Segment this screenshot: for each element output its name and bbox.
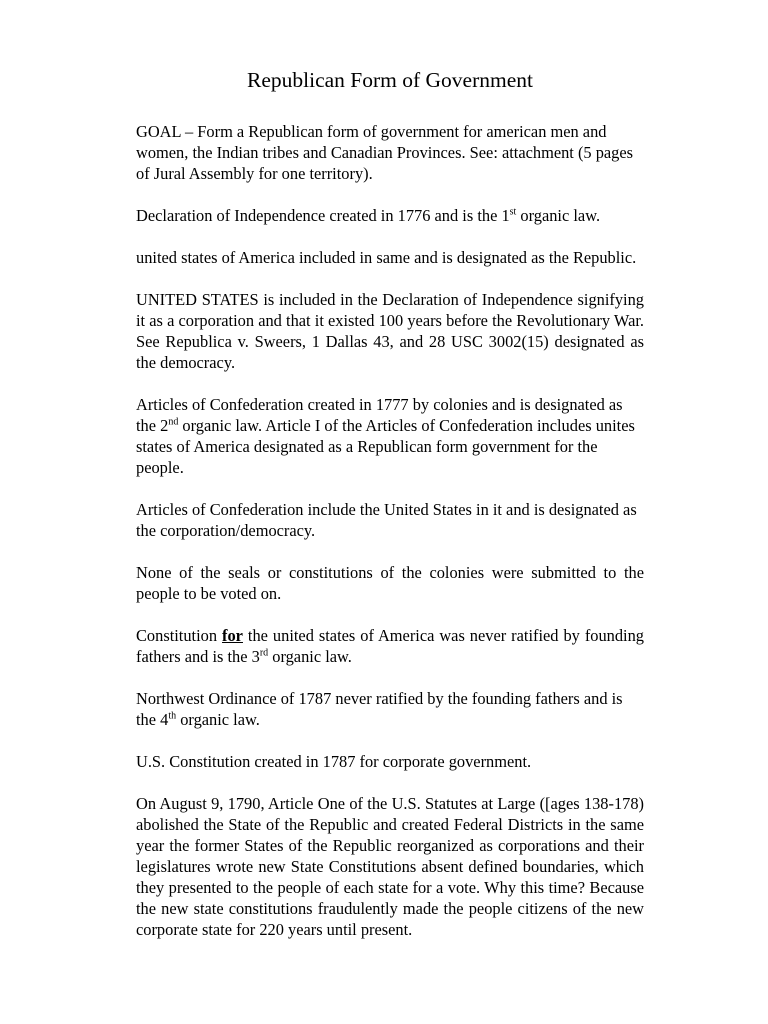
paragraph-text: Constitution	[136, 626, 223, 645]
paragraph-text: Declaration of Independence created in 1776 and is the 1	[136, 206, 510, 225]
ordinal-suffix: st	[509, 206, 517, 218]
paragraph-seals: None of the seals or constitutions of the colonies were submitted to the people to be voted on.	[136, 563, 644, 603]
paragraph-articles-1777	[136, 394, 644, 478]
paragraph-text: the united states of America was never ratified by founding fathers and is the 3	[136, 626, 645, 666]
ordinal-suffix: th	[168, 710, 177, 722]
paragraph-text: Articles of Confederation created in 1777 by colonies and is designated as the 2	[136, 395, 623, 435]
paragraph-text: Northwest Ordinance of 1787 never ratified by the founding fathers and is the 4	[136, 689, 623, 729]
paragraph-declaration	[136, 205, 644, 226]
paragraph-text: organic law.	[516, 206, 601, 225]
paragraph-constitution-for	[136, 625, 644, 667]
paragraph-us-constitution: U.S. Constitution created in 1787 for corporate government.	[136, 752, 532, 771]
paragraph-united-states: UNITED STATES is included in the Declaration of Independence signifying it as a corporation and that it existed 100 years before the Revolutionary War. See Republica v. Sweers, 1 Dallas 43, and 28 USC 3002(15) designated as the democracy.	[136, 290, 644, 372]
emphasized-word: for	[222, 626, 243, 645]
document-page	[136, 66, 644, 961]
paragraph-goal: GOAL – Form a Republican form of government for american men and women, the Indian tribes and Canadian Provinces. See: attachment (5 pages of Jural Assembly for one territory).	[136, 122, 634, 183]
ordinal-suffix: rd	[259, 647, 269, 659]
paragraph-august-1790: On August 9, 1790, Article One of the U.S. Statutes at Large ([ages 138-178) abolished the State of the Republic and created Federal Districts in the same year the former States of the Republic reorganized as corporations and their legislatures wrote new State Constitutions absent defined boundaries, which they presented to the people of each state for a vote. Why this time? Because the new state constitutions fraudulently made the people citizens of the new corporate state for 220 years until present.	[136, 794, 644, 939]
page-title: Republican Form of Government	[246, 68, 533, 92]
paragraph-northwest-ordinance	[136, 688, 644, 730]
paragraph-text: organic law.	[176, 710, 260, 729]
paragraph-republic: united states of America included in same and is designated as the Republic.	[136, 248, 637, 267]
paragraph-text: organic law.	[268, 647, 352, 666]
ordinal-suffix: nd	[168, 416, 179, 428]
paragraph-articles-corporation: Articles of Confederation include the United States in it and is designated as the corporation/democracy.	[136, 500, 637, 540]
paragraph-text: organic law. Article I of the Articles of Confederation includes unites states of America designated as a Republican form government for the people.	[136, 416, 635, 477]
